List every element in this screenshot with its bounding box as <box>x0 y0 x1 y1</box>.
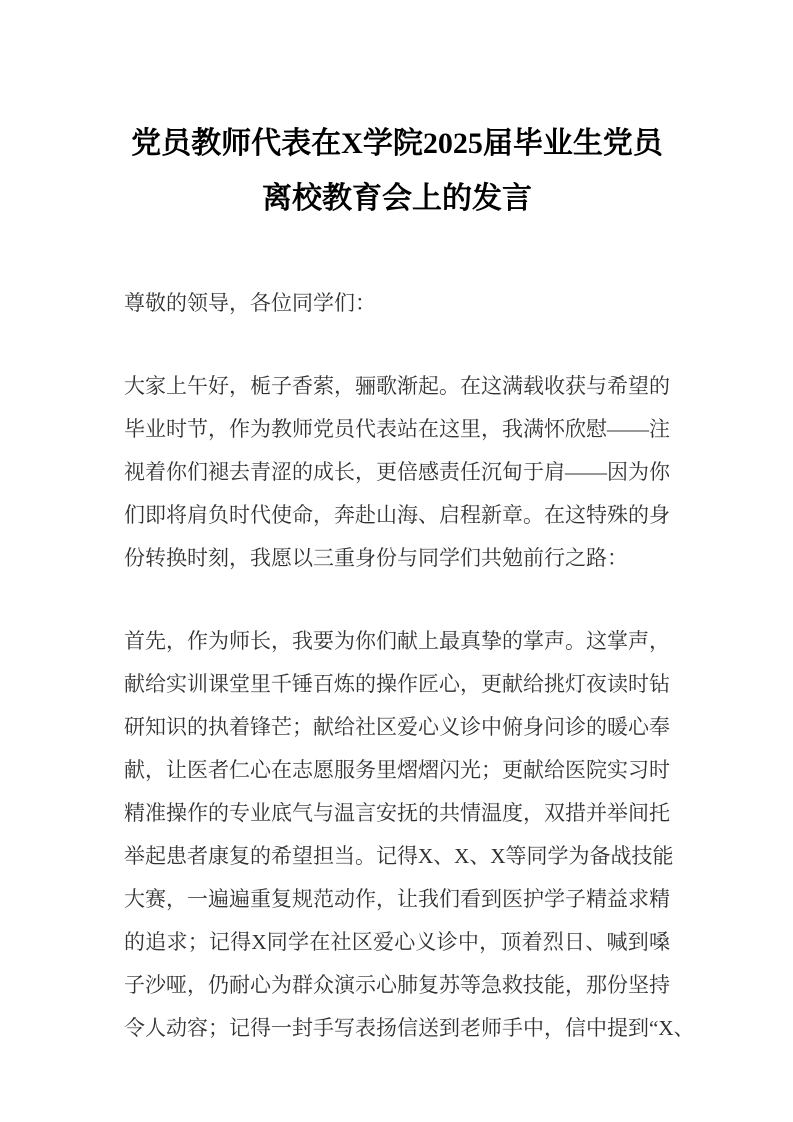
text-line: 大家上午好，栀子香萦，骊歌渐起。在这满载收获与希望的 <box>124 374 670 398</box>
text-line: 研知识的执着锋芒；献给社区爱心义诊中俯身问诊的暖心奉 <box>124 715 670 739</box>
text-line: 毕业时节，作为教师党员代表站在这里，我满怀欣慰——注 <box>124 417 670 441</box>
text-line: 令人动容；记得一封手写表扬信送到老师手中，信中提到“X、 <box>124 1016 695 1040</box>
text-line: 精准操作的专业底气与温言安抚的共情温度，双措并举间托 <box>124 801 670 825</box>
text-line: 举起患者康复的希望担当。记得X、X、X等同学为备战技能 <box>124 844 674 868</box>
text-line: 大赛，一遍遍重复规范动作，让我们看到医护学子精益求精 <box>124 887 670 911</box>
text-line: 子沙哑，仍耐心为群众演示心肺复苏等急救技能，那份坚持 <box>124 973 670 997</box>
title-line-1: 党员教师代表在X学院2025届毕业生党员 <box>131 127 663 160</box>
text-line: 首先，作为师长，我要为你们献上最真挚的掌声。这掌声， <box>124 629 670 653</box>
text-line: 份转换时刻，我愿以三重身份与同学们共勉前行之路： <box>124 546 628 570</box>
paragraph-2 <box>124 620 695 1050</box>
text-line: 献给实训课堂里千锤百炼的操作匠心，更献给挑灯夜读时钻 <box>124 672 670 696</box>
text-line: 们即将肩负时代使命，奔赴山海、启程新章。在这特殊的身 <box>124 503 670 527</box>
document-title <box>124 116 670 226</box>
text-line: 的追求；记得X同学在社区爱心义诊中，顶着烈日、喊到嗓 <box>124 930 670 954</box>
paragraph-1 <box>124 365 670 580</box>
text-line: 视着你们褪去青涩的成长，更倍感责任沉甸于肩——因为你 <box>124 460 670 484</box>
text-line: 献，让医者仁心在志愿服务里熠熠闪光；更献给医院实习时 <box>124 758 670 782</box>
greeting-line: 尊敬的领导，各位同学们： <box>124 291 376 315</box>
title-line-2: 离校教育会上的发言 <box>262 182 532 215</box>
